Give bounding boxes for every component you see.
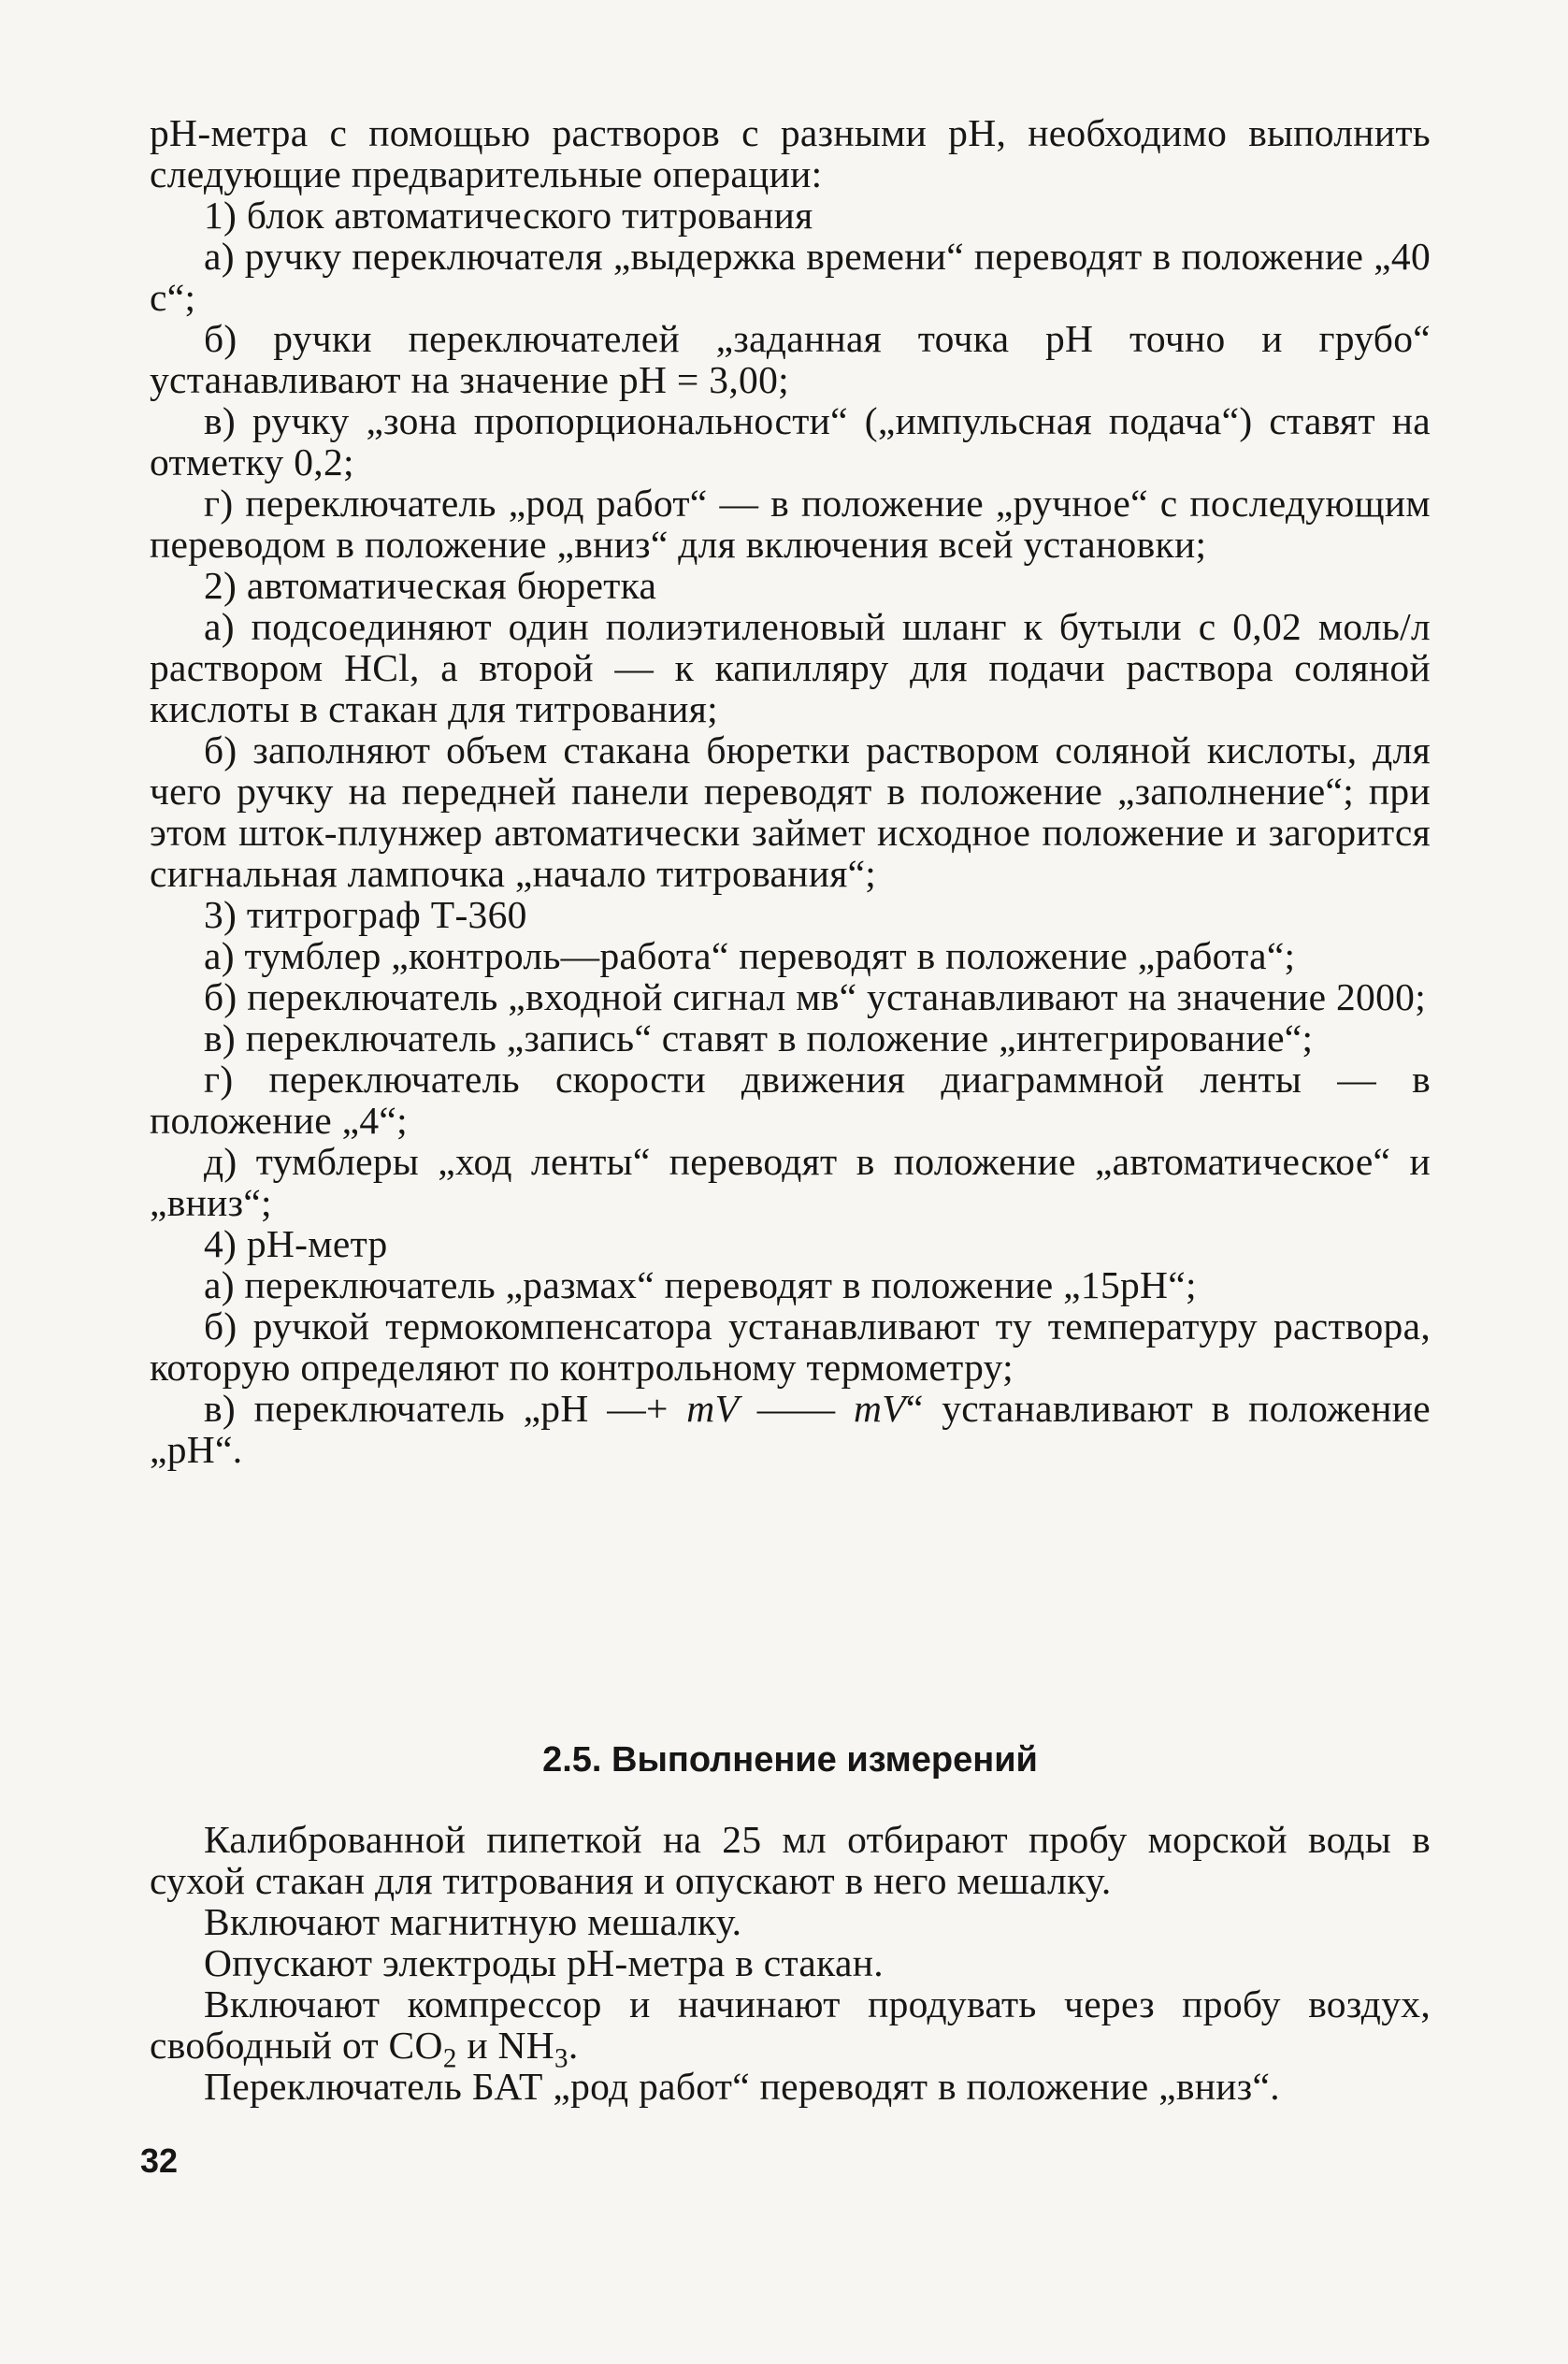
text-line: г) переключатель „род работ“ — в положение „ручное“ с последующим переводом в положение „вниз“ для включения всей установки; (150, 482, 1431, 566)
text-line: Калиброванной пипеткой на 25 мл отбирают пробу морской воды в сухой стакан для титрования и опускают в него мешалку. (150, 1818, 1431, 1902)
text-run: Включают компрессор и начинают продувать через пробу воздух, свободный от CO (150, 1982, 1431, 2067)
text-line: а) ручку переключателя „выдержка времени“ переводят в положение „40 с“; (150, 235, 1431, 319)
text-line: 3) титрограф Т-360 (204, 893, 527, 936)
text-run: и NH (456, 2024, 555, 2067)
section-text (150, 1819, 1431, 2107)
text-line (150, 1982, 1431, 2074)
text-run: mV (686, 1387, 740, 1430)
text-line: б) заполняют объем стакана бюретки раствором соляной кислоты, для чего ручку на передней панели переводят в положение „заполнение“; при этом шток-плунжер автоматически займет исходное положение и загорится сигнальная лампочка „начало титрования“; (150, 728, 1431, 895)
text-line: а) тумблер „контроль—работа“ переводят в положение „работа“; (204, 934, 1296, 977)
page-number: 32 (140, 2141, 179, 2180)
text-line: б) ручки переключателей „заданная точка pH точно и грубо“ устанавливают на значение pH = 3,00; (150, 317, 1431, 401)
text-line: 4) pH-метр (204, 1222, 388, 1265)
text-run: “ устанавливают в положение „pH“. (150, 1387, 1431, 1471)
text-run: mV (854, 1387, 906, 1430)
text-line: г) переключатель скорости движения диаграммной ленты — в положение „4“; (150, 1058, 1431, 1142)
text-line: 1) блок автоматического титрования (204, 194, 813, 237)
text-line: Включают магнитную мешалку. (204, 1900, 742, 1943)
text-line: в) ручку „зона пропорциональности“ („импульсная подача“) ставят на отметку 0,2; (150, 399, 1431, 483)
subscript: 2 (442, 2043, 457, 2074)
text-run: в) переключатель „pH —+ (204, 1387, 687, 1430)
text-line: в) переключатель „запись“ ставят в положение „интегрирование“; (204, 1016, 1314, 1059)
text-line: б) переключатель „входной сигнал мв“ устанавливают на значение 2000; (204, 975, 1427, 1018)
text-line: а) подсоединяют один полиэтиленовый шланг к бутыли с 0,02 моль/л раствором HCl, а второй — к капилляру для подачи раствора соляной кислоты в стакан для титрования; (150, 605, 1431, 730)
section-heading: 2.5. Выполнение измерений (542, 1740, 1038, 1780)
text-line: pH-метра с помощью растворов с разными pH, необходимо выполнить следующие предварительные операции: (150, 111, 1431, 195)
text-line: Переключатель БАТ „род работ“ переводят в положение „вниз“. (204, 2065, 1280, 2108)
text-run: —— (739, 1387, 854, 1430)
body-text (150, 112, 1431, 1470)
subscript: 3 (554, 2043, 568, 2074)
text-line: д) тумблеры „ход ленты“ переводят в положение „автоматическое“ и „вниз“; (150, 1140, 1431, 1224)
text-line: а) переключатель „размах“ переводят в положение „15pH“; (204, 1263, 1197, 1306)
text-line: 2) автоматическая бюретка (204, 564, 657, 607)
text-line (150, 1388, 1431, 1470)
text-line: Опускают электроды pH-метра в стакан. (204, 1941, 884, 1984)
text-run: . (568, 2024, 579, 2067)
text-line: б) ручкой термокомпенсатора устанавливают ту температуру раствора, которую определяют по контрольному термометру; (150, 1305, 1431, 1389)
